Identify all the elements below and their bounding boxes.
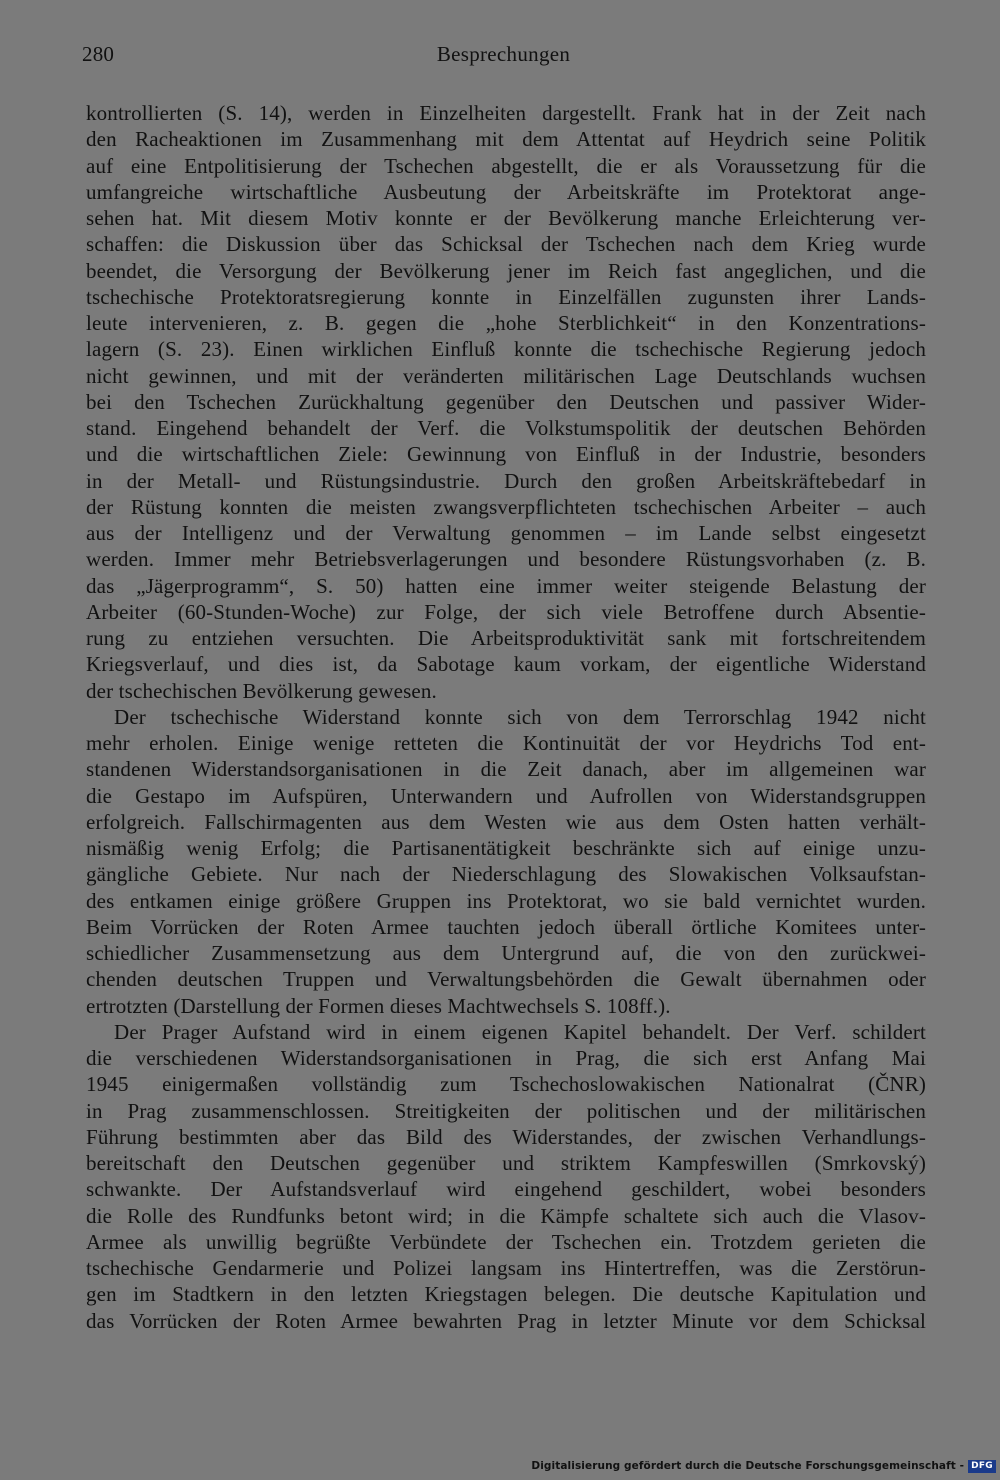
dfg-logo: DFG (968, 1460, 996, 1473)
text-line: rung zu entziehen versuchten. Die Arbeitsproduktivität sank mit fortschreitendem (86, 626, 926, 650)
text-line: Arbeiter (60-Stunden-Woche) zur Folge, der sich viele Betroffene durch Absentie- (86, 599, 926, 624)
text-line: Der tschechische Widerstand konnte sich von dem Terrorschlag 1942 nicht (114, 704, 926, 729)
text-line: die Rolle des Rundfunks betont wird; in die Kämpfe schaltete sich auch die Vlasov- (86, 1203, 926, 1228)
text-line: Führung bestimmten aber das Bild des Widerstandes, der zwischen Verhandlungs- (86, 1124, 926, 1149)
text-line: sehen hat. Mit diesem Motiv konnte er der Bevölkerung manche Erleichterung ver- (86, 206, 926, 230)
review-body-text (86, 100, 926, 1334)
digitization-credit (531, 1458, 996, 1474)
text-line: kontrollierten (S. 14), werden in Einzelheiten dargestellt. Frank hat in der Zeit nach (86, 101, 926, 125)
text-line: tschechische Gendarmerie und Polizei langsam ins Hintertreffen, was die Zerstörun- (86, 1256, 926, 1280)
text-line: erfolgreich. Fallschirmagenten aus dem Westen wie aus dem Osten hatten verhält- (86, 809, 926, 834)
text-line: bereitschaft den Deutschen gegenüber und striktem Kampfeswillen (Smrkovský) (86, 1151, 926, 1175)
text-line: stand. Eingehend behandelt der Verf. die Volkstumspolitik der deutschen Behörden (86, 416, 926, 440)
text-line: schiedlicher Zusammensetzung aus dem Untergrund auf, die von den zurückwei- (86, 941, 926, 965)
text-line: der Rüstung konnten die meisten zwangsverpflichteten tschechischen Arbeiter – auch (86, 494, 926, 519)
text-line: leute intervenieren, z. B. gegen die „hohe Sterblichkeit“ in den Konzentrations- (86, 311, 926, 335)
text-line: standenen Widerstandsorganisationen in die Zeit danach, aber im allgemeinen war (86, 757, 926, 782)
text-line: ertrotzten (Darstellung der Formen dieses Machtwechsels S. 108ff.). (86, 993, 671, 1018)
text-line: 1945 einigermaßen vollständig zum Tschechoslowakischen Nationalrat (ČNR) (86, 1072, 926, 1097)
text-line: tschechische Protektoratsregierung konnte in Einzelfällen zugunsten ihrer Lands- (86, 284, 926, 309)
text-line: schaffen: die Diskussion über das Schicksal der Tschechen nach dem Krieg wurde (86, 232, 926, 257)
text-line: in Prag zusammenschlossen. Streitigkeiten der politischen und der militärischen (86, 1098, 926, 1123)
text-line: gen im Stadtkern in den letzten Kriegstagen belegen. Die deutsche Kapitulation und (86, 1282, 926, 1307)
text-line: Der Prager Aufstand wird in einem eigenen Kapitel behandelt. Der Verf. schildert (114, 1019, 926, 1044)
text-line: umfangreiche wirtschaftliche Ausbeutung der Arbeitskräfte im Protektorat ange- (86, 179, 926, 204)
credit-text: Digitalisierung gefördert durch die Deutsche Forschungsgemeinschaft - (531, 1460, 965, 1472)
text-line: die verschiedenen Widerstandsorganisationen in Prag, die sich erst Anfang Mai (86, 1046, 926, 1070)
text-line: gängliche Gebiete. Nur nach der Niederschlagung des Slowakischen Volksaufstan- (86, 862, 926, 887)
text-line: werden. Immer mehr Betriebsverlagerungen und besondere Rüstungsvorhaben (z. B. (86, 547, 926, 572)
text-line: lagern (S. 23). Einen wirklichen Einfluß konnte die tschechische Regierung jedoch (86, 337, 926, 362)
text-line: nismäßig wenig Erfolg; die Partisanentätigkeit beschränkte sich auf einige unzu- (86, 836, 926, 860)
text-line: und die wirtschaftlichen Ziele: Gewinnung von Einfluß in der Industrie, besonders (86, 442, 926, 467)
text-line: auf eine Entpolitisierung der Tschechen abgestellt, die er als Voraussetzung für die (86, 153, 926, 178)
text-line: aus der Intelligenz und der Verwaltung genommen – im Lande selbst eingesetzt (86, 521, 926, 545)
text-line: das Vorrücken der Roten Armee bewahrten Prag in letzter Minute vor dem Schicksal (86, 1308, 926, 1333)
text-line: Kriegsverlauf, und dies ist, da Sabotage kaum vorkam, der eigentliche Widerstand (86, 652, 926, 677)
text-line: Beim Vorrücken der Roten Armee tauchten jedoch überall örtliche Komitees unter- (86, 914, 926, 939)
text-line: Armee als unwillig begrüßte Verbündete der Tschechen ein. Trotzdem gerieten die (86, 1229, 926, 1254)
text-line: chenden deutschen Truppen und Verwaltungsbehörden die Gewalt übernahmen oder (86, 967, 926, 992)
text-line: des entkamen einige größere Gruppen ins Protektorat, wo sie bald vernichtet wurden. (86, 888, 926, 913)
page-header (82, 42, 925, 76)
text-line: die Gestapo im Aufspüren, Unterwandern und Aufrollen von Widerstandsgruppen (86, 783, 926, 808)
running-head: Besprechungen (436, 42, 571, 66)
text-line: das „Jägerprogramm“, S. 50) hatten eine immer weiter steigende Belastung der (86, 573, 926, 598)
text-line: der tschechischen Bevölkerung gewesen. (86, 678, 437, 703)
text-line: in der Metall- und Rüstungsindustrie. Durch den großen Arbeitskräftebedarf in (86, 468, 926, 493)
text-line: mehr erholen. Einige wenige retteten die Kontinuität der vor Heydrichs Tod ent- (86, 731, 926, 755)
text-line: beendet, die Versorgung der Bevölkerung jener im Reich fast angeglichen, und die (86, 258, 926, 283)
text-line: schwankte. Der Aufstandsverlauf wird eingehend geschildert, wobei besonders (86, 1177, 926, 1202)
text-line: nicht gewinnen, und mit der veränderten militärischen Lage Deutschlands wuchsen (86, 363, 926, 388)
text-line: bei den Tschechen Zurückhaltung gegenüber den Deutschen und passiver Wider- (86, 389, 926, 414)
text-line: den Racheaktionen im Zusammenhang mit dem Attentat auf Heydrich seine Politik (86, 127, 926, 152)
page-number: 280 (82, 42, 115, 66)
